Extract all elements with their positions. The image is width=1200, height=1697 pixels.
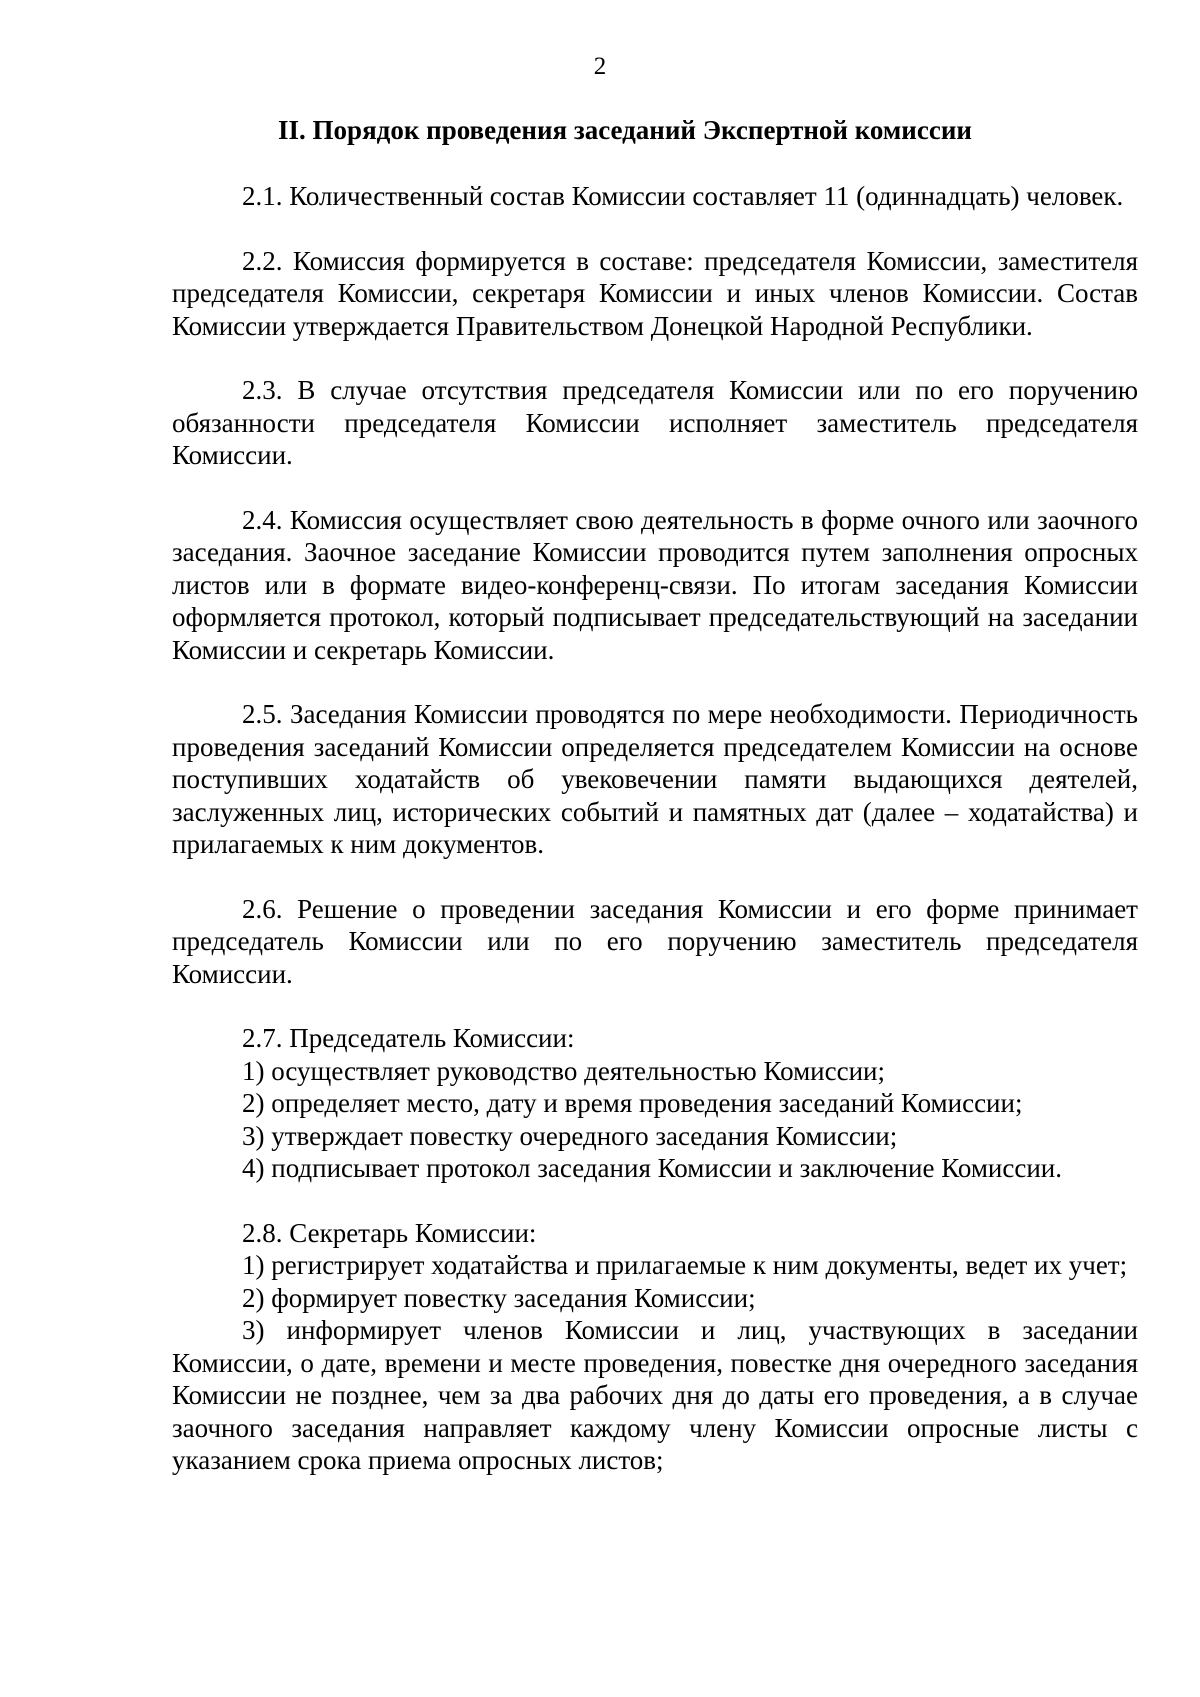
clause-2-2: 2.2. Комиссия формируется в составе: председателя Комиссии, заместителя председателя Комиссии, секретаря Комиссии и иных членов Комиссии. Состав Комиссии утверждается Правительством Донецкой Народной Республики. [172, 245, 1138, 341]
clause-2-5: 2.5. Заседания Комиссии проводятся по мере необходимости. Периодичность проведения заседаний Комиссии определяется председателем Комиссии на основе поступивших ходатайств об увековечении памяти выдающихся деятелей, заслуженных лиц, исторических событий и памятных дат (далее – ходатайства) и прилагаемых к ним документов. [172, 699, 1138, 859]
clause-2-7 [172, 1022, 1138, 1185]
clause-2-7-item-3: 3) утверждает повестку очередного заседания Комиссии; [242, 1120, 898, 1151]
clause-2-8-item-3: 3) информирует членов Комиссии и лиц, участвующих в заседании Комиссии, о дате, времени и месте проведения, повестке дня очередного заседания Комиссии не позднее, чем за два рабочих дня до даты его проведения, а в случае заочного заседания направляет каждому члену Комиссии опросные листы с указанием срока приема опросных листов; [172, 1315, 1138, 1475]
page-number: 2 [593, 53, 607, 80]
clause-2-3: 2.3. В случае отсутствия председателя Комиссии или по его поручению обязанности председателя Комиссии исполняет заместитель председателя Комиссии. [172, 375, 1138, 470]
clause-2-7-item-2: 2) определяет место, дату и время проведения заседаний Комиссии; [242, 1088, 1023, 1118]
clause-2-8-item-1: 1) регистрирует ходатайства и прилагаемые к ним документы, ведет их учет; [242, 1250, 1128, 1280]
clause-2-1: 2.1. Количественный состав Комиссии составляет 11 (одиннадцать) человек. [242, 181, 1124, 211]
section-title: II. Порядок проведения заседаний Экспертной комиссии [278, 115, 972, 145]
clause-2-7-item-4: 4) подписывает протокол заседания Комиссии и заключение Комиссии. [242, 1153, 1062, 1183]
clause-2-8-heading: 2.8. Секретарь Комиссии: [242, 1217, 537, 1248]
clause-2-7-item-1: 1) осуществляет руководство деятельностью Комиссии; [242, 1055, 886, 1086]
clause-2-4: 2.4. Комиссия осуществляет свою деятельность в форме очного или заочного заседания. Заочное заседание Комиссии проводится путем заполнения опросных листов или в формате видео-конференц-связи. По итогам заседания Комиссии оформляется протокол, который подписывает председательствующий на заседании Комиссии и секретарь Комиссии. [172, 504, 1138, 665]
clause-2-6: 2.6. Решение о проведении заседания Комиссии и его форме принимает председатель Комиссии или по его поручению заместитель председателя Комиссии. [172, 893, 1138, 989]
clause-2-8 [172, 1217, 1138, 1477]
document-body [172, 180, 1138, 1477]
clause-2-8-item-2: 2) формирует повестку заседания Комиссии; [242, 1282, 756, 1313]
clause-2-7-heading: 2.7. Председатель Комиссии: [242, 1023, 575, 1053]
